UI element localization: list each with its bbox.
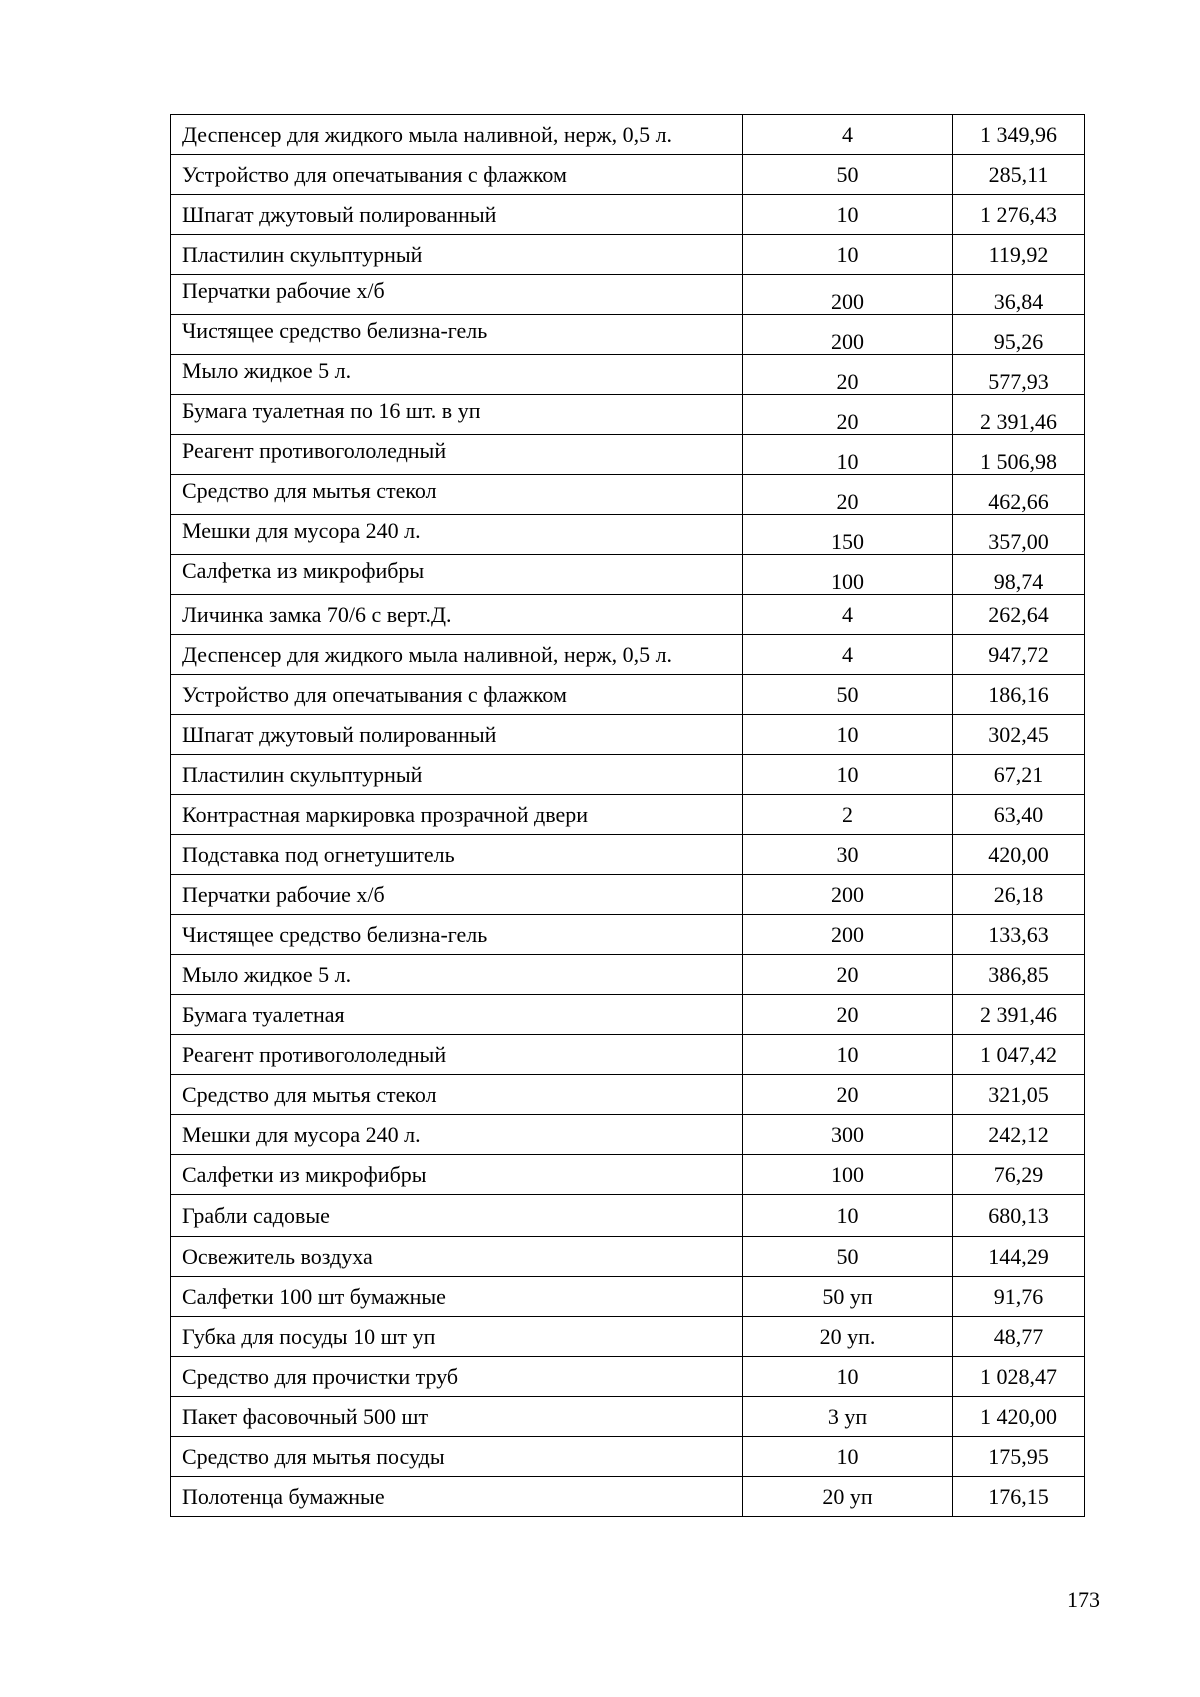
item-quantity-cell: 20 уп (743, 1477, 953, 1517)
table-row (171, 595, 1085, 635)
item-quantity-cell: 20 (743, 955, 953, 995)
item-name-cell: Средство для мытья посуды (171, 1437, 743, 1477)
item-quantity-cell: 50 (743, 155, 953, 195)
item-name-cell: Реагент противогололедный (171, 435, 743, 475)
item-name-cell: Мыло жидкое 5 л. (171, 955, 743, 995)
item-quantity-cell: 100 (743, 555, 953, 595)
table-row (171, 995, 1085, 1035)
item-price-cell: 321,05 (953, 1075, 1085, 1115)
item-price-cell: 176,15 (953, 1477, 1085, 1517)
item-price-cell: 420,00 (953, 835, 1085, 875)
item-name-cell: Мешки для мусора 240 л. (171, 1115, 743, 1155)
item-name-cell: Грабли садовые (171, 1195, 743, 1237)
table-row (171, 1115, 1085, 1155)
item-name-cell: Подставка под огнетушитель (171, 835, 743, 875)
item-name-cell: Мыло жидкое 5 л. (171, 355, 743, 395)
item-price-cell: 133,63 (953, 915, 1085, 955)
item-price-cell: 91,76 (953, 1277, 1085, 1317)
item-name-cell: Салфетки из микрофибры (171, 1155, 743, 1195)
table-row (171, 1437, 1085, 1477)
table-row (171, 1357, 1085, 1397)
item-quantity-cell: 2 (743, 795, 953, 835)
item-name-cell: Контрастная маркировка прозрачной двери (171, 795, 743, 835)
item-name-cell: Бумага туалетная (171, 995, 743, 1035)
table-row (171, 355, 1085, 395)
table-row (171, 155, 1085, 195)
item-price-cell: 76,29 (953, 1155, 1085, 1195)
table-row (171, 915, 1085, 955)
table-row (171, 875, 1085, 915)
table-row (171, 675, 1085, 715)
table-row (171, 1075, 1085, 1115)
table-row (171, 475, 1085, 515)
item-name-cell: Шпагат джутовый полированный (171, 715, 743, 755)
items-table-body (171, 115, 1085, 1517)
item-name-cell: Чистящее средство белизна-гель (171, 315, 743, 355)
item-price-cell: 119,92 (953, 235, 1085, 275)
item-quantity-cell: 200 (743, 915, 953, 955)
item-quantity-cell: 10 (743, 1357, 953, 1397)
item-quantity-cell: 300 (743, 1115, 953, 1155)
item-quantity-cell: 200 (743, 275, 953, 315)
item-price-cell: 462,66 (953, 475, 1085, 515)
item-quantity-cell: 10 (743, 235, 953, 275)
item-quantity-cell: 10 (743, 1195, 953, 1237)
item-quantity-cell: 4 (743, 115, 953, 155)
item-price-cell: 186,16 (953, 675, 1085, 715)
table-row (171, 435, 1085, 475)
item-price-cell: 577,93 (953, 355, 1085, 395)
table-row (171, 635, 1085, 675)
table-row (171, 1237, 1085, 1277)
table-row (171, 515, 1085, 555)
item-price-cell: 26,18 (953, 875, 1085, 915)
item-price-cell: 1 506,98 (953, 435, 1085, 475)
item-name-cell: Реагент противогололедный (171, 1035, 743, 1075)
item-name-cell: Чистящее средство белизна-гель (171, 915, 743, 955)
item-name-cell: Губка для посуды 10 шт уп (171, 1317, 743, 1357)
item-name-cell: Устройство для опечатывания с флажком (171, 155, 743, 195)
table-row (171, 1155, 1085, 1195)
item-name-cell: Средство для мытья стекол (171, 475, 743, 515)
item-name-cell: Мешки для мусора 240 л. (171, 515, 743, 555)
item-quantity-cell: 10 (743, 1035, 953, 1075)
items-table (170, 114, 1085, 1517)
item-quantity-cell: 50 (743, 675, 953, 715)
item-name-cell: Деспенсер для жидкого мыла наливной, нерж, 0,5 л. (171, 635, 743, 675)
item-price-cell: 1 349,96 (953, 115, 1085, 155)
item-quantity-cell: 20 (743, 355, 953, 395)
table-row (171, 1277, 1085, 1317)
table-row (171, 195, 1085, 235)
item-name-cell: Устройство для опечатывания с флажком (171, 675, 743, 715)
table-row (171, 715, 1085, 755)
item-price-cell: 175,95 (953, 1437, 1085, 1477)
item-quantity-cell: 3 уп (743, 1397, 953, 1437)
item-quantity-cell: 10 (743, 1437, 953, 1477)
item-price-cell: 262,64 (953, 595, 1085, 635)
table-row (171, 235, 1085, 275)
item-name-cell: Освежитель воздуха (171, 1237, 743, 1277)
item-name-cell: Пластилин скульптурный (171, 235, 743, 275)
item-quantity-cell: 50 (743, 1237, 953, 1277)
table-row (171, 1477, 1085, 1517)
item-quantity-cell: 20 (743, 395, 953, 435)
table-row (171, 555, 1085, 595)
item-name-cell: Пакет фасовочный 500 шт (171, 1397, 743, 1437)
table-row (171, 275, 1085, 315)
table-row (171, 795, 1085, 835)
item-quantity-cell: 10 (743, 715, 953, 755)
item-quantity-cell: 150 (743, 515, 953, 555)
item-name-cell: Личинка замка 70/6 с верт.Д. (171, 595, 743, 635)
item-name-cell: Полотенца бумажные (171, 1477, 743, 1517)
item-quantity-cell: 4 (743, 635, 953, 675)
item-quantity-cell: 20 (743, 475, 953, 515)
item-quantity-cell: 4 (743, 595, 953, 635)
item-price-cell: 386,85 (953, 955, 1085, 995)
item-quantity-cell: 10 (743, 195, 953, 235)
item-price-cell: 95,26 (953, 315, 1085, 355)
table-row (171, 115, 1085, 155)
item-quantity-cell: 20 (743, 995, 953, 1035)
item-price-cell: 98,74 (953, 555, 1085, 595)
item-quantity-cell: 200 (743, 315, 953, 355)
table-row (171, 835, 1085, 875)
item-price-cell: 48,77 (953, 1317, 1085, 1357)
table-row (171, 1397, 1085, 1437)
item-name-cell: Пластилин скульптурный (171, 755, 743, 795)
item-name-cell: Салфетка из микрофибры (171, 555, 743, 595)
item-quantity-cell: 100 (743, 1155, 953, 1195)
item-price-cell: 2 391,46 (953, 995, 1085, 1035)
table-row (171, 1317, 1085, 1357)
item-quantity-cell: 30 (743, 835, 953, 875)
item-name-cell: Средство для прочистки труб (171, 1357, 743, 1397)
item-quantity-cell: 200 (743, 875, 953, 915)
table-row (171, 395, 1085, 435)
item-quantity-cell: 10 (743, 435, 953, 475)
item-price-cell: 144,29 (953, 1237, 1085, 1277)
item-quantity-cell: 20 (743, 1075, 953, 1115)
item-quantity-cell: 50 уп (743, 1277, 953, 1317)
item-price-cell: 285,11 (953, 155, 1085, 195)
item-name-cell: Салфетки 100 шт бумажные (171, 1277, 743, 1317)
item-price-cell: 1 028,47 (953, 1357, 1085, 1397)
item-name-cell: Деспенсер для жидкого мыла наливной, нерж, 0,5 л. (171, 115, 743, 155)
item-price-cell: 357,00 (953, 515, 1085, 555)
item-name-cell: Шпагат джутовый полированный (171, 195, 743, 235)
item-name-cell: Перчатки рабочие х/б (171, 875, 743, 915)
item-price-cell: 680,13 (953, 1195, 1085, 1237)
item-price-cell: 242,12 (953, 1115, 1085, 1155)
item-quantity-cell: 20 уп. (743, 1317, 953, 1357)
item-price-cell: 1 420,00 (953, 1397, 1085, 1437)
item-name-cell: Перчатки рабочие х/б (171, 275, 743, 315)
item-name-cell: Средство для мытья стекол (171, 1075, 743, 1115)
table-row (171, 755, 1085, 795)
item-price-cell: 36,84 (953, 275, 1085, 315)
item-quantity-cell: 10 (743, 755, 953, 795)
table-row (171, 1035, 1085, 1075)
item-price-cell: 67,21 (953, 755, 1085, 795)
table-row (171, 955, 1085, 995)
item-price-cell: 63,40 (953, 795, 1085, 835)
item-name-cell: Бумага туалетная по 16 шт. в уп (171, 395, 743, 435)
table-row (171, 1195, 1085, 1237)
item-price-cell: 1 047,42 (953, 1035, 1085, 1075)
item-price-cell: 302,45 (953, 715, 1085, 755)
table-row (171, 315, 1085, 355)
item-price-cell: 2 391,46 (953, 395, 1085, 435)
item-price-cell: 1 276,43 (953, 195, 1085, 235)
item-price-cell: 947,72 (953, 635, 1085, 675)
page-number: 173 (1067, 1587, 1100, 1612)
